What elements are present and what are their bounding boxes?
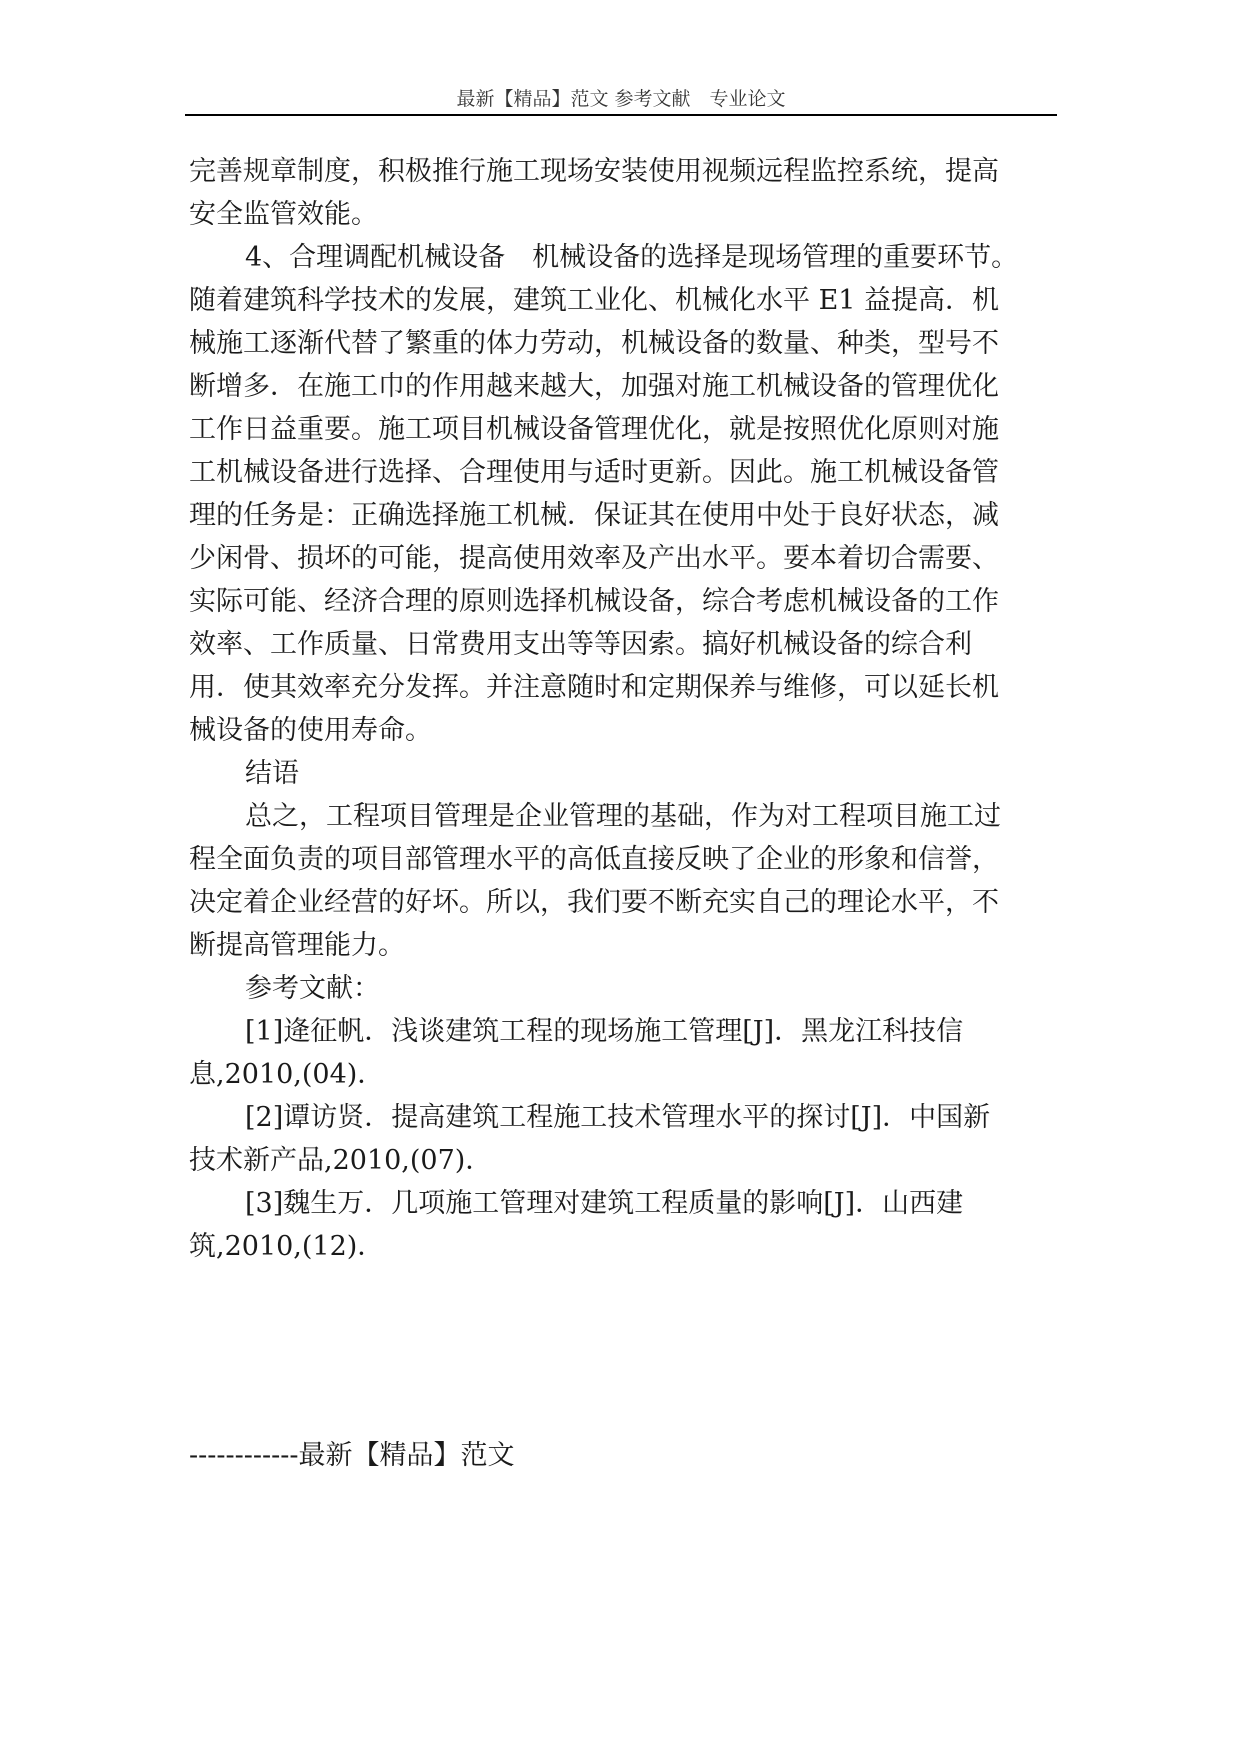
paragraph-line: 工作日益重要。施工项目机械设备管理优化，就是按照优化原则对施 [189,414,999,445]
paragraph-line: 理的任务是：正确选择施工机械．保证其在使用中处于良好状态，减 [189,500,999,531]
paragraph-line: 效率、工作质量、日常费用支出等等因索。搞好机械设备的综合利 [189,629,972,660]
reference-2-continued: 技术新产品,2010,(07)． [189,1145,493,1176]
reference-2: [2]谭访贤．提高建筑工程施工技术管理水平的探讨[J]．中国新 [245,1102,991,1133]
references-heading: 参考文献： [245,973,380,1004]
page-header: 最新【精品】范文 参考文献 专业论文 [456,88,786,110]
paragraph-line: 程全面负责的项目部管理水平的高低直接反映了企业的形象和信誉， [189,844,999,875]
paragraph-line: 械设备的使用寿命。 [189,715,432,746]
reference-1: [1]逄征帆．浅谈建筑工程的现场施工管理[J]．黑龙江科技信 [245,1016,964,1047]
reference-3-continued: 筑,2010,(12)． [189,1231,385,1262]
paragraph-line: 断增多．在施工巾的作用越来越大，加强对施工机械设备的管理优化 [189,371,999,402]
section-4-first-line: 4、合理调配机械设备 机械设备的选择是现场管理的重要环节。 [245,242,1019,273]
conclusion-heading: 结语 [245,758,299,789]
header-divider [185,114,1057,116]
paragraph-line: 械施工逐渐代替了繁重的体力劳动，机械设备的数量、种类，型号不 [189,328,999,359]
paragraph-line: 用．使其效率充分发挥。并注意随时和定期保养与维修，可以延长机 [189,672,999,703]
paragraph-line: 决定着企业经营的好坏。所以，我们要不断充实自己的理论水平，不 [189,887,999,918]
reference-1-continued: 息,2010,(04)． [189,1059,385,1090]
paragraph-line: 随着建筑科学技术的发展，建筑工业化、机械化水平 E1 益提高．机 [189,285,1000,316]
page-footer: ------------最新【精品】范文 [189,1440,515,1471]
paragraph-line: 安全监管效能。 [189,199,378,230]
paragraph-line: 少闲骨、损坏的可能，提高使用效率及产出水平。要本着切合需要、 [189,543,999,574]
conclusion-first-line: 总之，工程项目管理是企业管理的基础，作为对工程项目施工过 [245,801,1001,832]
reference-3: [3]魏生万．几项施工管理对建筑工程质量的影响[J]．山西建 [245,1188,964,1219]
document-body [189,150,1069,1268]
paragraph-line: 完善规章制度，积极推行施工现场安装使用视频远程监控系统，提高 [189,156,999,187]
paragraph-line: 工机械设备进行选择、合理使用与适时更新。因此。施工机械设备管 [189,457,999,488]
paragraph-line: 断提高管理能力。 [189,930,405,961]
paragraph-line: 实际可能、经济合理的原则选择机械设备，综合考虑机械设备的工作 [189,586,999,617]
